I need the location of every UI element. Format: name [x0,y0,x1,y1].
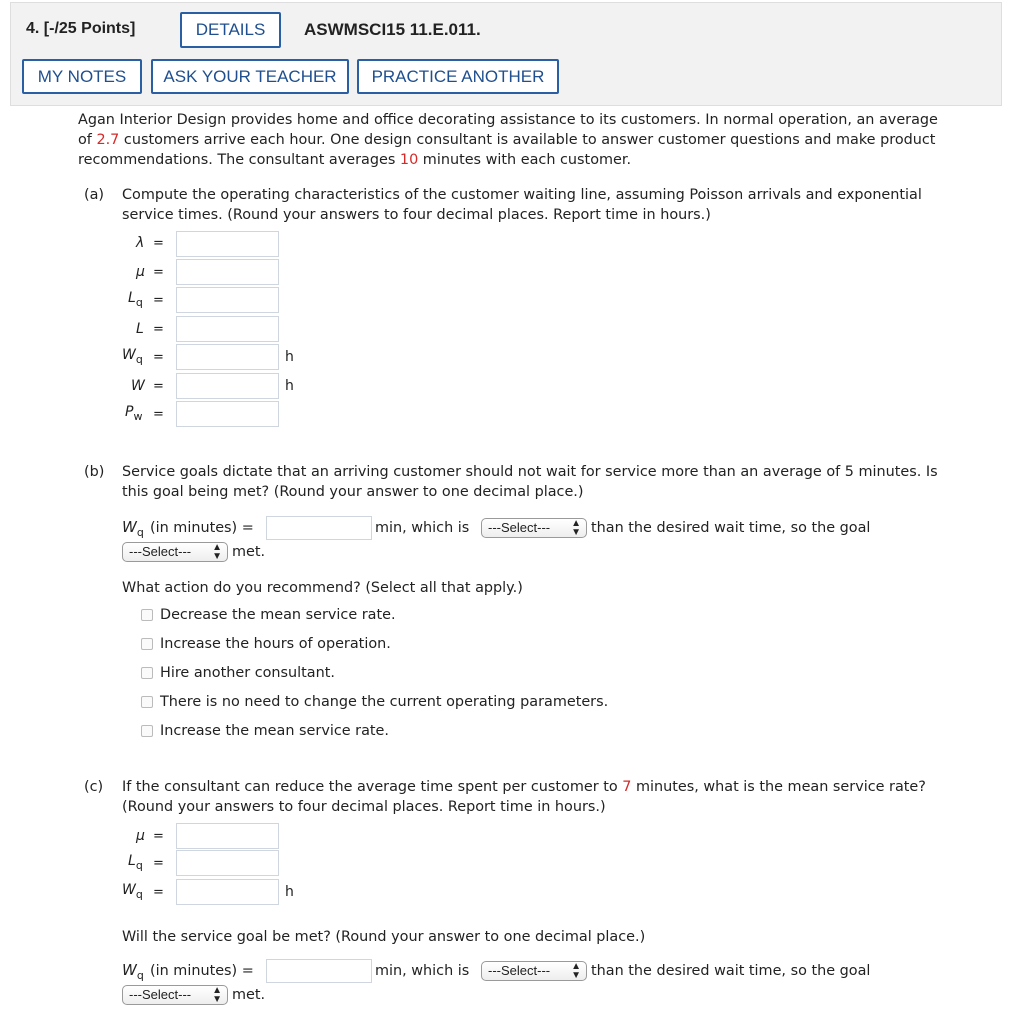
part-a-line-1: Compute the operating characteristics of the customer waiting line, assuming Poisson arrivals and exponential [122,187,922,203]
option-decrease-service-rate: Decrease the mean service rate. [160,607,396,623]
wq-minutes-label: $W_q$ [122,961,144,982]
equals-sign: = [153,265,164,280]
service-goal-prompt: Will the service goal be met? (Round your answer to one decimal place.) [122,929,646,945]
equals-sign: = [153,350,164,365]
part-a-tag: (a) [84,187,105,203]
w-input[interactable] [176,373,279,399]
select-arrows-icon: ▲ ▼ [212,985,222,1005]
equals-sign: = [153,293,164,308]
option-checkbox[interactable] [141,696,153,708]
question-number: 4. [-/25 Points] [26,20,136,37]
option-no-change: There is no need to change the current operating parameters. [160,694,609,710]
lambda-input[interactable] [176,231,279,257]
intro-line-2: of 2.7 customers arrive each hour. One design consultant is available to answer customer questions and make product [78,132,936,148]
points-label: [-/25 Points] [43,20,136,37]
select-arrows-icon: ▲ ▼ [212,542,222,562]
wq-new-input[interactable] [176,879,279,905]
equals-sign: = [153,829,164,844]
comparison-select[interactable]: ---Select--- ▲ ▼ [481,961,587,981]
comparison-select[interactable]: ---Select--- ▲ ▼ [481,518,587,538]
goal-met-select[interactable]: ---Select--- ▲ ▼ [122,985,228,1005]
part-c-tag: (c) [84,779,104,795]
lq-input[interactable] [176,287,279,313]
min-which-is-label: min, which is [375,963,470,979]
option-hire-consultant: Hire another consultant. [160,665,335,681]
goal-met-select[interactable]: ---Select--- ▲ ▼ [122,542,228,562]
equals-sign: = [153,856,164,871]
equals-sign: = [153,407,164,422]
option-checkbox[interactable] [141,725,153,737]
than-desired-label: than the desired wait time, so the goal [591,963,871,979]
select-arrows-icon: ▲ ▼ [571,961,581,981]
part-b-line-2: this goal being met? (Round your answer to one decimal place.) [122,484,584,500]
equals-sign: = [153,885,164,900]
mu-label: μ [136,264,145,280]
option-checkbox[interactable] [141,609,153,621]
mu-input[interactable] [176,259,279,285]
lq-new-input[interactable] [176,850,279,876]
my-notes-button[interactable]: MY NOTES [22,59,142,94]
intro-line-3: recommendations. The consultant averages 10 minutes with each customer. [78,152,632,168]
option-increase-service-rate: Increase the mean service rate. [160,723,389,739]
details-button[interactable]: DETAILS [180,12,281,48]
w-label: W [131,378,145,394]
than-desired-label: than the desired wait time, so the goal [591,520,871,536]
new-minutes-value: 7 [622,779,632,795]
equals-sign: = [153,236,164,251]
l-label: L [136,321,144,337]
question-id: ASWMSCI15 11.E.011. [304,20,481,39]
lq-label: $L_q$ [128,290,143,309]
wq-label: $W_q$ [122,347,143,366]
part-a-line-2: service times. (Round your answers to four decimal places. Report time in hours.) [122,207,711,223]
intro-line-1: Agan Interior Design provides home and office decorating assistance to its customers. In normal operation, an average [78,112,938,128]
mu-new-input[interactable] [176,823,279,849]
lambda-label: λ [136,235,145,251]
option-increase-hours: Increase the hours of operation. [160,636,391,652]
pw-label: $P_w$ [125,404,143,423]
ask-your-teacher-button[interactable]: ASK YOUR TEACHER [151,59,349,94]
met-label: met. [232,544,266,560]
equals-sign: = [153,379,164,394]
wq-minutes-new-input[interactable] [266,959,372,983]
l-input[interactable] [176,316,279,342]
mu-label: μ [136,828,145,844]
wq-label: $W_q$ [122,882,143,901]
equals-sign: = [153,322,164,337]
hours-unit: h [285,378,294,394]
service-minutes-value: 10 [399,152,419,168]
hours-unit: h [285,884,294,900]
part-c-line-1: If the consultant can reduce the average time spent per customer to 7 minutes, what is the mean service rate? [122,779,926,795]
pw-input[interactable] [176,401,279,427]
met-label: met. [232,987,266,1003]
part-b-tag: (b) [84,464,105,480]
wq-minutes-label: $W_q$ [122,518,144,539]
select-arrows-icon: ▲ ▼ [571,518,581,538]
option-checkbox[interactable] [141,638,153,650]
lq-label: $L_q$ [128,853,143,872]
part-c-line-2: (Round your answers to four decimal places. Report time in hours.) [122,799,606,815]
in-minutes-label: (in minutes) = [150,963,254,979]
action-prompt: What action do you recommend? (Select all that apply.) [122,580,523,596]
arrival-rate-value: 2.7 [96,132,120,148]
in-minutes-label: (in minutes) = [150,520,254,536]
part-b-line-1: Service goals dictate that an arriving customer should not wait for service more than an average of 5 minutes. Is [122,464,938,480]
min-which-is-label: min, which is [375,520,470,536]
wq-minutes-input[interactable] [266,516,372,540]
hours-unit: h [285,349,294,365]
practice-another-button[interactable]: PRACTICE ANOTHER [357,59,559,94]
option-checkbox[interactable] [141,667,153,679]
wq-input[interactable] [176,344,279,370]
